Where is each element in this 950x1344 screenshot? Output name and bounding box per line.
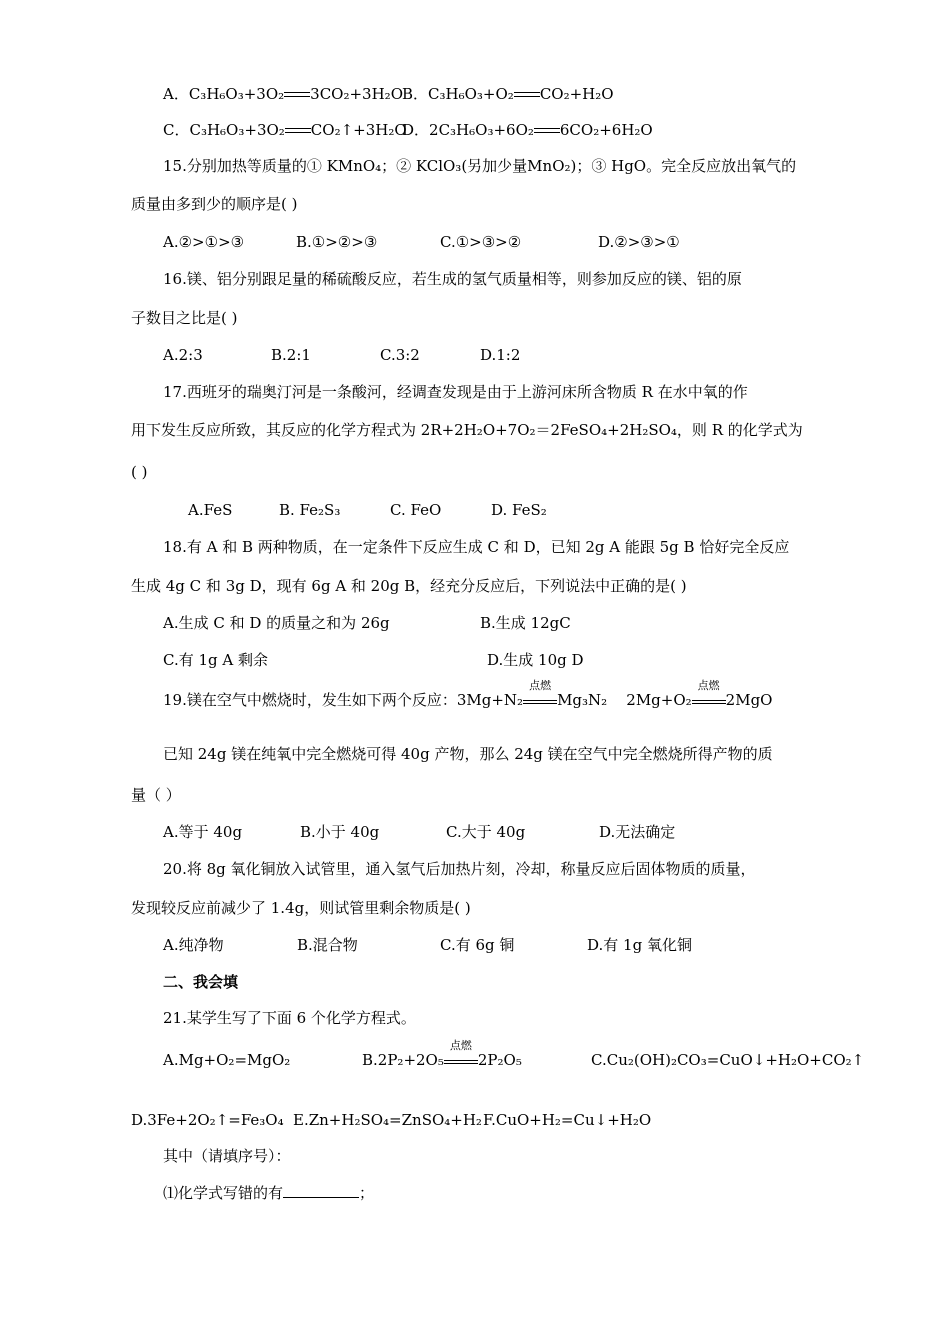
q14-option-c: C．C₃H₆O₃+3O₂ CO₂↑+3H₂O (163, 121, 407, 139)
q21-part1: ⑴化学式写错的有 ； (163, 1184, 375, 1202)
equals-sign (514, 84, 540, 104)
q20-option-c: C.有 6g 铜 (440, 936, 515, 954)
q16-option-a: A.2:3 (163, 346, 203, 364)
q18-option-d: D.生成 10g D (487, 651, 584, 669)
q21-equation-d: D.3Fe+2O₂↑=Fe₃O₄ (131, 1111, 284, 1129)
q17-text-line2: 用下发生反应所致，其反应的化学方程式为 2R+2H₂O+7O₂＝2FeSO₄+2H₂SO₄，则 R 的化学式为 (131, 421, 803, 439)
q15-text-line2: 质量由多到少的顺序是( ) (131, 195, 298, 213)
q16-option-d: D.1:2 (480, 346, 521, 364)
section-heading: 二、我会填 (163, 973, 239, 991)
equals-sign (285, 120, 311, 140)
equals-sign (534, 120, 560, 140)
q17-text-line3: ( ) (131, 463, 148, 481)
q17-option-d: D. FeS₂ (491, 501, 547, 519)
q16-option-c: C.3:2 (380, 346, 420, 364)
q16-text-line2: 子数目之比是( ) (131, 309, 238, 327)
q20-text-line1: 20.将 8g 氧化铜放入试管里，通入氢气后加热片刻，冷却，称量反应后固体物质的质量， (163, 860, 756, 878)
q21-text-line1: 21.某学生写了下面 6 个化学方程式。 (163, 1009, 416, 1027)
answer-blank[interactable] (283, 1183, 359, 1198)
q15-option-a: A.②>①>③ (163, 233, 245, 251)
condition-arrow: 点燃 (692, 690, 726, 710)
q19-text-line1: 19.镁在空气中燃烧时，发生如下两个反应：3Mg+N₂ 点燃 Mg₃N₂ 2Mg+O₂ 点燃 2MgO (163, 679, 773, 709)
q19-option-c: C.大于 40g (446, 823, 526, 841)
q21-equation-f: F.CuO+H₂=Cu↓+H₂O (483, 1111, 652, 1129)
q15-option-d: D.②>③>① (598, 233, 680, 251)
q17-text-line1: 17.西班牙的瑞奥汀河是一条酸河，经调查发现是由于上游河床所含物质 R 在水中氧的作 (163, 383, 748, 401)
q14-option-a: A．C₃H₆O₃+3O₂ 3CO₂+3H₂O (163, 85, 403, 103)
q17-option-a: A.FeS (188, 501, 233, 519)
q19-text-line2: 已知 24g 镁在纯氧中完全燃烧可得 40g 产物，那么 24g 镁在空气中完全燃烧所得产物的质 (163, 745, 773, 763)
q21-equation-b: B.2P₂+2O₅ 点燃 2P₂O₅ (362, 1039, 522, 1069)
q18-option-c: C.有 1g A 剩余 (163, 651, 268, 669)
q18-option-b: B.生成 12gC (480, 614, 571, 632)
q19-option-a: A.等于 40g (163, 823, 243, 841)
q17-option-b: B. Fe₂S₃ (279, 501, 341, 519)
q19-option-b: B.小于 40g (300, 823, 380, 841)
q16-text-line1: 16.镁、铝分别跟足量的稀硫酸反应，若生成的氢气质量相等，则参加反应的镁、铝的原 (163, 270, 742, 288)
q14-option-b: B．C₃H₆O₃+O₂ CO₂+H₂O (402, 85, 614, 103)
q17-option-c: C. FeO (390, 501, 442, 519)
q18-text-line1: 18.有 A 和 B 两种物质，在一定条件下反应生成 C 和 D，已知 2g A 能跟 5g B 恰好完全反应 (163, 538, 790, 556)
q15-option-b: B.①>②>③ (296, 233, 378, 251)
q14-option-d: D．2C₃H₆O₃+6O₂ 6CO₂+6H₂O (402, 121, 653, 139)
q20-option-d: D.有 1g 氧化铜 (587, 936, 692, 954)
q19-text-line3: 量（ ） (131, 786, 181, 804)
q19-option-d: D.无法确定 (599, 823, 676, 841)
q15-text-line1: 15.分别加热等质量的① KMnO₄；② KClO₃(另加少量MnO₂)；③ HgO。完全反应放出氧气的 (163, 157, 797, 175)
q20-option-b: B.混合物 (297, 936, 358, 954)
q18-option-a: A.生成 C 和 D 的质量之和为 26g (163, 614, 390, 632)
q21-equation-a: A.Mg+O₂=MgO₂ (163, 1051, 291, 1069)
condition-arrow: 点燃 (444, 1050, 478, 1070)
q21-equation-e: E.Zn+H₂SO₄=ZnSO₄+H₂ (293, 1111, 482, 1129)
q18-text-line2: 生成 4g C 和 3g D，现有 6g A 和 20g B，经充分反应后，下列说法中正确的是( ) (131, 577, 687, 595)
q16-option-b: B.2:1 (271, 346, 311, 364)
condition-arrow: 点燃 (523, 690, 557, 710)
q21-note: 其中（请填序号）： (163, 1147, 291, 1165)
q21-equation-c: C.Cu₂(OH)₂CO₃=CuO↓+H₂O+CO₂↑ (591, 1051, 865, 1069)
q20-text-line2: 发现较反应前减少了 1.4g，则试管里剩余物质是( ) (131, 899, 471, 917)
q20-option-a: A.纯净物 (163, 936, 224, 954)
q15-option-c: C.①>③>② (440, 233, 522, 251)
equals-sign (284, 84, 310, 104)
